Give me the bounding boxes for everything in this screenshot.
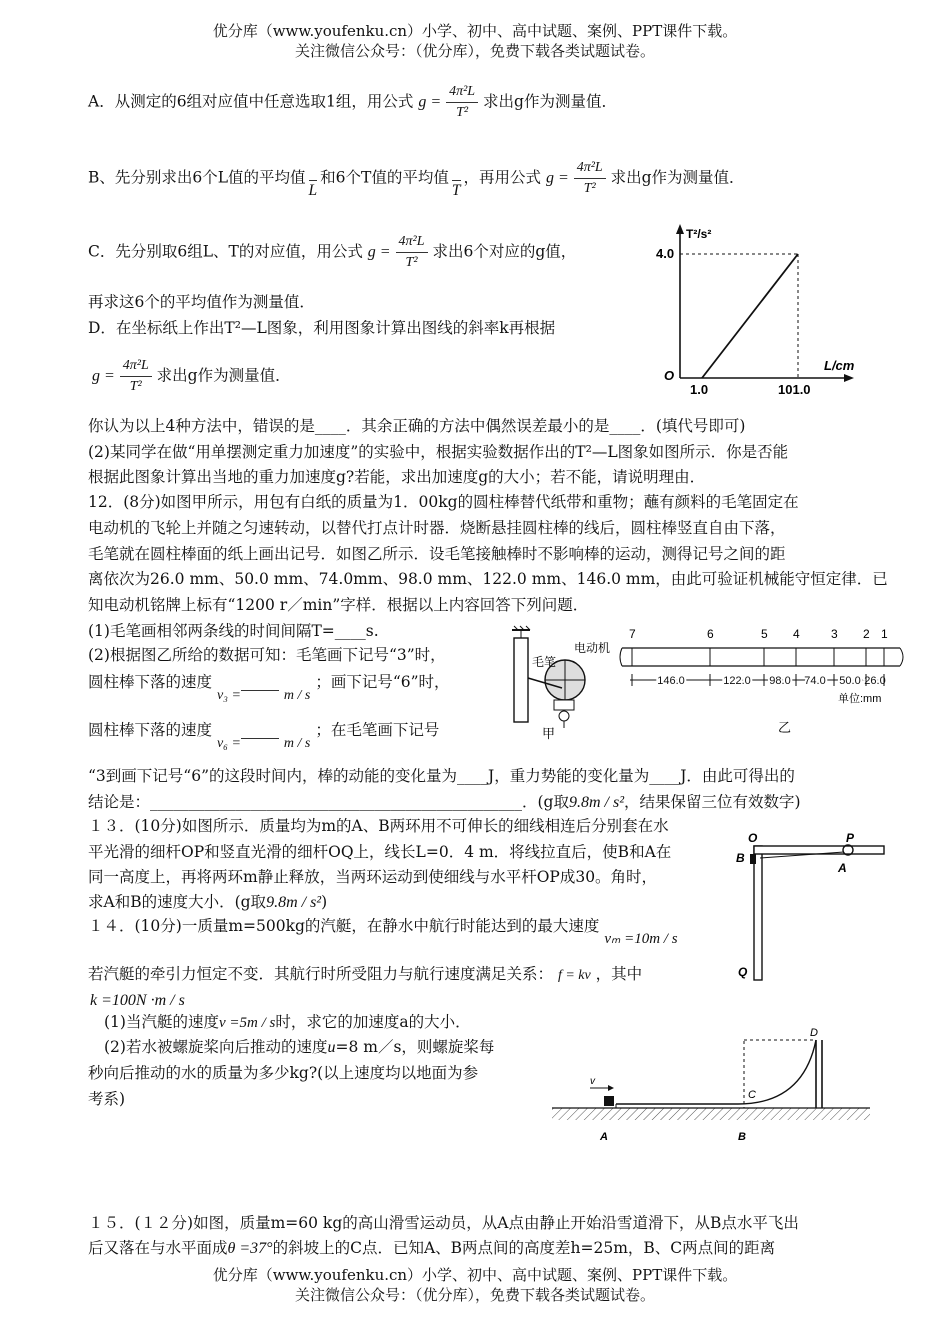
- block: [604, 1096, 614, 1106]
- q11-option-a: A．从测定的6组对应值中任意选取1组，用公式 g = $\frac{\text{4π²L}}{\text{T²}}$ 求出g作为测量值．: [88, 82, 617, 123]
- q12-line1: 12．(8分)如图甲所示，用包有白纸的质量为1．00kg的圆柱棒替代纸带和重物；蘸有颜料的毛笔固定在: [88, 493, 799, 511]
- svg-text:P: P: [846, 831, 855, 845]
- q12-part3: “3到画下记号“6”的这段时间内，棒的动能的变化量为____J，重力势能的变化量为____J．由此可得出的: [88, 767, 795, 785]
- x-label: L/cm: [824, 358, 855, 373]
- formula-fraction: $\frac{\text{4π²L}}{\text{T²}}$: [446, 82, 478, 123]
- q12-line2: 电动机的飞轮上并随之匀速转动，以替代打点计时器．烧断悬挂圆柱棒的线后，圆柱棒竖直自由下落，: [88, 519, 786, 537]
- q11-part2-line2: 根据此图象计算出当地的重力加速度g?若能，求出加速度g的大小；若不能，请说明理由．: [88, 468, 706, 486]
- q13-line3: 同一高度上，再将两环m静止释放，当两环运动到使细线与水平杆OP成30。角时，: [88, 868, 658, 886]
- cylinder-rod: [514, 638, 528, 722]
- q11-option-d-line1: D．在坐标纸上作出T²—L图象，利用图象计算出图线的斜率k再根据: [88, 319, 556, 337]
- q14-part1: (1)当汽艇的速度v =5m / s时，求它的加速度a的大小．: [104, 1013, 471, 1031]
- x-axis-arrow-icon: [844, 374, 854, 382]
- y-axis-arrow-icon: [676, 224, 684, 234]
- svg-text:D: D: [810, 1027, 818, 1039]
- q13-line2: 平光滑的细杆OP和竖直光滑的细杆OQ上，线长L=0．4 m．将线拉直后，使B和A在: [88, 843, 672, 861]
- q11-part2-line1: (2)某同学在做“用单摆测定重力加速度”的实验中，根据实验数据作出的T²—L图象如图所示．你是否能: [88, 443, 789, 461]
- header-line-1: 优分库（www.youfenku.cn）小学、初中、高中试题、案例、PPT课件下载。: [212, 22, 738, 40]
- track: [616, 1040, 816, 1104]
- formula-fraction: $\frac{\text{4π²L}}{\text{T²}}$: [574, 158, 606, 199]
- label-pen: 毛笔: [532, 655, 557, 669]
- q12-part2-c: 圆柱棒下落的速度 v₆ = m / s ；在毛笔画下记号: [88, 721, 440, 751]
- svg-text:A: A: [838, 861, 847, 875]
- q13-line4: 求A和B的速度大小．(g取9.8m / s²): [88, 893, 328, 911]
- mark-label-4: 4: [793, 627, 800, 641]
- mark-label-5: 5: [761, 627, 768, 641]
- footer-line-2: 关注微信公众号：（优分库），免费下载各类试题试卷。: [294, 1286, 655, 1304]
- ground: [552, 1108, 870, 1120]
- caption-yi: 乙: [778, 720, 792, 735]
- mark-label-2: 2: [863, 627, 870, 641]
- y-label: T²/s²: [686, 227, 712, 241]
- q12-part1: (1)毛笔画相邻两条线的时间间隔T=____s.: [88, 622, 379, 640]
- distance-label: 74.0: [804, 675, 826, 687]
- q11-option-c-line2: 再求这6个的平均值作为测量值．: [88, 293, 315, 311]
- velocity-arrow-icon: [608, 1085, 614, 1091]
- distance-label: 50.0: [839, 675, 861, 687]
- q11-option-b: B、先分别求出6个L值的平均值L和6个T值的平均值T，再用公式 g = $\frac{\text{4π²L}}{\text{T²}}$ 求出g作为测量值．: [88, 160, 745, 199]
- header-line-2: 关注微信公众号：（优分库），免费下载各类试题试卷。: [294, 42, 655, 60]
- svg-text:B: B: [736, 851, 745, 865]
- svg-text:Q: Q: [738, 965, 748, 979]
- figure-q15: [548, 1020, 878, 1150]
- svg-text:v: v: [590, 1076, 595, 1087]
- svg-text:C: C: [748, 1089, 756, 1101]
- label-motor: 电动机: [574, 641, 611, 655]
- rod-oq: [754, 846, 762, 980]
- q12-part2-a: (2)根据图乙所给的数据可知：毛笔画下记号“3”时，: [88, 646, 446, 664]
- q12-part2-b: 圆柱棒下落的速度 v₃ = m / s ；画下记号“6”时，: [88, 673, 450, 703]
- distance-label: 122.0: [723, 675, 751, 687]
- q11-ask-1: 你认为以上4种方法中，错误的是____．其余正确的方法中偶然误差最小的是____．(填代号即可): [88, 417, 746, 435]
- graph-t2-l: [656, 218, 855, 398]
- q14-line2: 若汽艇的牵引力恒定不变．其航行时所受阻力与航行速度满足关系： f = kv ，其中: [88, 965, 643, 983]
- formula-fraction: $\frac{\text{4π²L}}{\text{T²}}$: [396, 232, 428, 273]
- rod-op: [754, 846, 884, 854]
- svg-text:B: B: [738, 1131, 746, 1143]
- q14-part2-line2: 秒向后推动的水的质量为多少kg?(以上速度均以地面为参: [88, 1064, 479, 1082]
- figure-jia: [500, 622, 620, 740]
- data-line: [702, 254, 798, 378]
- q12-line4: 离依次为26.0 mm、50.0 mm、74.0mm、98.0 mm、122.0 mm、146.0 mm，由此可验证机械能守恒定律．已: [88, 570, 888, 588]
- figure-yi: [618, 622, 918, 740]
- unit-label: 单位:mm: [838, 693, 882, 705]
- formula-fraction: $\frac{\text{4π²L}}{\text{T²}}$: [120, 356, 152, 397]
- q14-part2: (2)若水被螺旋桨向后推动的速度u=8 m／s，则螺旋桨每: [104, 1038, 495, 1056]
- distance-label: 26.0: [864, 675, 886, 687]
- q15-line1: １５．(１２分)如图，质量m=60 kg的高山滑雪运动员，从A点由静止开始沿雪道滑下，从B点水平飞出: [88, 1214, 799, 1232]
- q11-option-c: C．先分别取6组L、T的对应值，用公式 g = $\frac{\text{4π²L}}{\text{T²}}$ 求出6个对应的g值，: [88, 232, 576, 273]
- mark-label-3: 3: [831, 627, 838, 641]
- svg-text:A: A: [600, 1131, 608, 1143]
- q14-part2-line3: 考系): [88, 1090, 126, 1108]
- distance-label: 146.0: [657, 675, 685, 687]
- y-tick: 4.0: [656, 246, 675, 261]
- q12-line5: 知电动机铭牌上标有“1200 r／min”字样．根据以上内容回答下列问题．: [88, 596, 589, 614]
- x-tick-2: 101.0: [778, 382, 811, 397]
- mark-label-1: 1: [881, 627, 888, 641]
- svg-text:O: O: [748, 831, 758, 845]
- q11-option-d-line2: g = $\frac{\text{4π²L}}{\text{T²}}$ 求出g作为测量值．: [92, 356, 291, 397]
- caption-jia: 甲: [542, 726, 556, 741]
- q14-line1: １４．(10分)一质量m=500kg的汽艇，在静水中航行时能达到的最大速度 vₘ =10m / s: [88, 917, 678, 947]
- figure-q13: [730, 828, 890, 988]
- mark-label-7: 7: [629, 627, 636, 641]
- footer-line-1: 优分库（www.youfenku.cn）小学、初中、高中试题、案例、PPT课件下载。: [212, 1266, 738, 1284]
- q12-part3-conclusion: 结论是：________________________________________________．(g取9.8m / s²，结果保留三位有效数字): [88, 793, 801, 811]
- mark-label-6: 6: [707, 627, 714, 641]
- q12-line3: 毛笔就在圆柱棒面的纸上画出记号．如图乙所示．设毛笔接触棒时不影响棒的运动，测得记号之间的距: [88, 545, 786, 563]
- origin-label: O: [664, 368, 675, 383]
- q15-line2: 后又落在与水平面成θ =37°的斜坡上的C点．已知A、B两点间的高度差h=25m，B、C两点间的距离: [88, 1239, 776, 1257]
- distance-label: 98.0: [769, 675, 791, 687]
- q13-line1: １３．(10分)如图所示．质量均为m的A、B两环用不可伸长的细线相连后分别套在水: [88, 817, 669, 835]
- x-tick-1: 1.0: [690, 382, 709, 397]
- q14-k-value: k =100N ·m / s: [90, 992, 185, 1009]
